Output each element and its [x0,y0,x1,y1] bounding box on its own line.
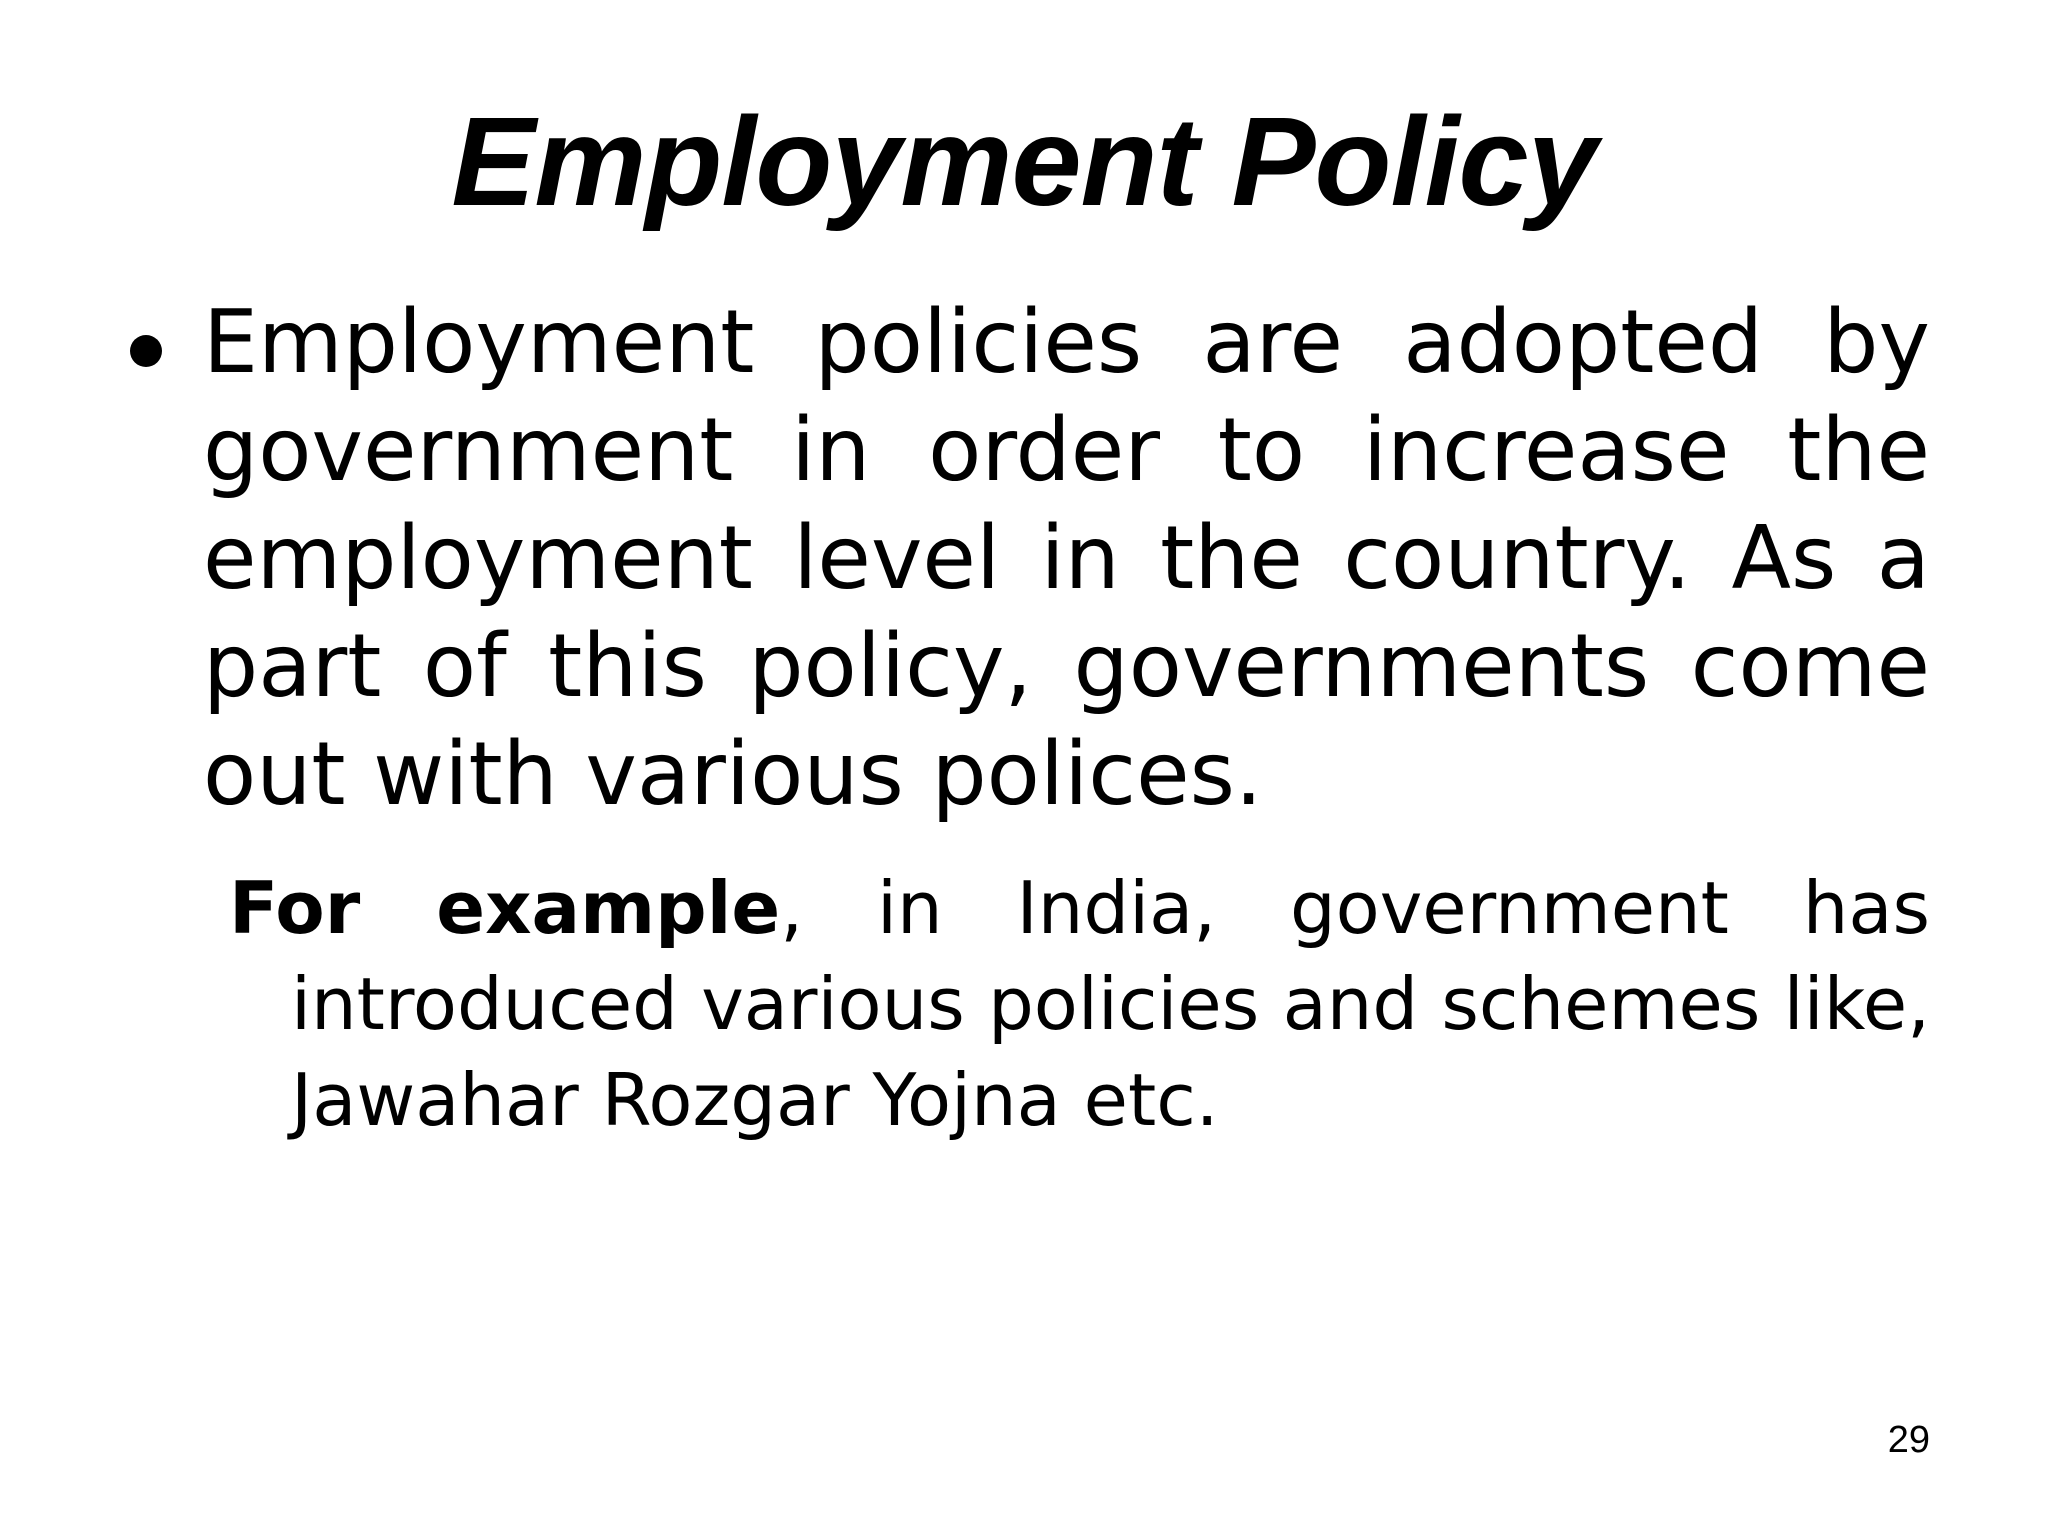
example-text: , in India, government has introduced various policies and schemes like, Jawahar Rozgar Yojna etc. [291,866,1931,1142]
example-paragraph [229,860,1930,1148]
slide-title: Employment Policy [451,91,1597,232]
bullet-dot-icon [130,335,162,367]
example-lead: For example [229,866,781,950]
bullet-list [130,288,1930,828]
page-number: 29 [1887,1419,1930,1461]
bullet-item: Employment policies are adopted by government in order to increase the employment level in the country. As a part of this policy, governments come out with various polices. [203,291,1930,825]
